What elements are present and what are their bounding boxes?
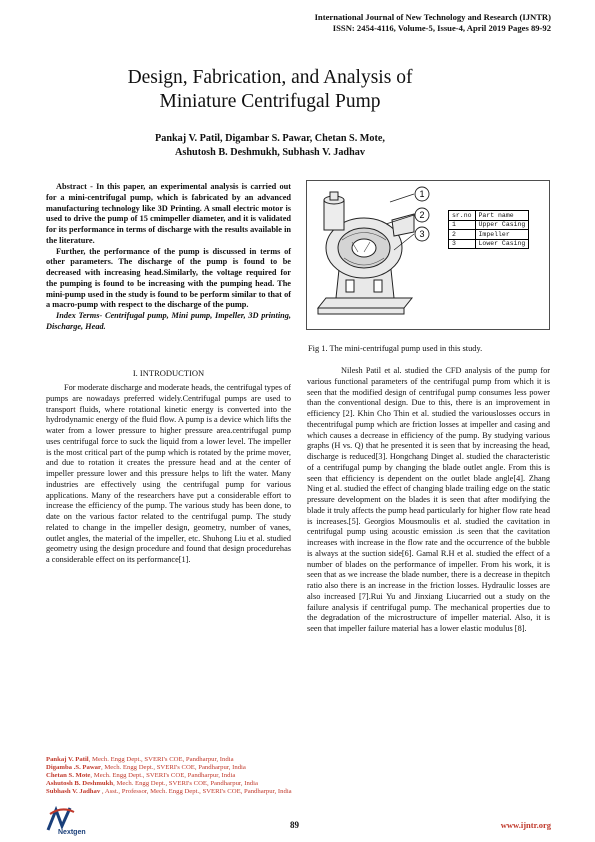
journal-header <box>315 12 551 34</box>
page-number: 89 <box>290 820 299 830</box>
authors-line-1: Pankaj V. Patil, Digambar S. Pawar, Chetan S. Mote, <box>155 133 385 144</box>
publisher-logo <box>44 806 102 836</box>
title-line-2: Miniature Centrifugal Pump <box>159 91 381 112</box>
affiliation-item <box>46 764 296 772</box>
callout-label-1: 1 <box>419 189 425 199</box>
row-number: 1 <box>449 220 476 230</box>
paper-title <box>50 66 490 114</box>
row-number: 3 <box>449 239 476 249</box>
affiliation-text: , Mech. Engg Dept., SVERI's COE, Pandharpur, India <box>88 756 234 763</box>
parts-table <box>448 210 529 249</box>
abstract-paragraph-1: Abstract - In this paper, an experimental analysis is carried out for a mini-centrifugal pump, which is fabricated by an advanced manufacturing technology like 3D Printing. A small electric motor is used to drive the pump of 15 cmimpeller diameter, and it is validated for its performance in terms of discharge with the results available in the literature. <box>46 182 291 245</box>
affiliation-text: , Mech. Engg Dept., SVERI's COE, Pandharpur, India <box>90 772 236 780</box>
table-row <box>449 220 529 230</box>
pump-drawing <box>306 180 550 330</box>
table-row <box>449 239 529 249</box>
parts-table-header <box>449 211 529 221</box>
row-part: Lower Casing <box>475 239 529 249</box>
affiliation-item <box>46 788 296 796</box>
right-paragraph: Nilesh Patil et al. studied the CFD analysis of the pump for various functional parameters of the centrifugal pump from which it is seen that the modified design of centrifugal pump consumes less power than the conventional design. Due to this, there is an improvement in efficiency [2]. Khin Cho Thin et al. studied the variouslosses occurs in thecentrifugal pump which are friction losses at impeller and casing and which causes a decrease in efficiency of the pump. By studying various graphs (H vs. Q) that he presented it is seen that by increasing the head, discharge is reduced[3]. Hongchang Dinget al. studied the characteristic of a centrifugal pump by changing the blade outlet angle. From this is seen that efficiency is dependent on the outlet blade angle[4]. Zhang Ning et al. studied the effect of changing blade trailing edge on the static pressure development on the blades it is seen that after modifying the blade it truly affects the pump head particularly for higher flow rate head is increases.[5]. Georgios Mousmoulis et al. studied the cavitation in centrifugal pump using acoustic emission .is seen that the cavitation increases with increase in the flow rate and the occurrence of the bubble is always at the suction side[6]. Gamal R.H et al. studied the effect of a number of blades on the performance of impeller. From his work, it is seen that as we increase the blade number, there is a decrease in thepitch ratio also there is an increase in the friction losses. Hydraulic losses are also increased [7].Rui Yu and Jinxiang Liucarried out a study on the failure analysis if centrifugal pump. The mechanical properties due to the degradation of the microstructure of impeller material. Also, it is seen that impeller failure material has a lower elastic modulus [8]. <box>307 366 550 633</box>
title-line-1: Design, Fabrication, and Analysis of <box>127 67 413 88</box>
author-list <box>60 132 480 159</box>
introduction-text <box>46 383 291 566</box>
logo-icon <box>44 806 102 836</box>
journal-name: International Journal of New Technology and Research (IJNTR) <box>314 12 551 22</box>
authors-line-2: Ashutosh B. Deshmukh, Subhash V. Jadhav <box>175 146 365 158</box>
affiliation-name: Ashutosh B. Deshmukh <box>46 780 114 788</box>
right-column-text <box>307 366 550 635</box>
pump-figure <box>306 180 550 330</box>
journal-issn: ISSN: 2454-4116, Volume-5, Issue-4, April 2019 Pages 89-92 <box>332 23 551 33</box>
affiliation-name: Chetan S. Mote <box>46 772 91 780</box>
intro-paragraph: For moderate discharge and moderate heads, the centrifugal types of pumps are nowadays preferred widely.Centrifugal pumps are used to transport fluids, where rotational kinetic energy is converted into the hydrodynamic energy of the fluid flow. A pump is a device which lifts the water from a lower pressure to higher pressure area.centrifugal pump uses centrifugal force to suck the liquid from a lower level. The impeller is the most critical part of the pump which is rotated by the prime mover, and due to rotation it creates the pressure head and at the center of impeller pressure lower and this pressure helps to lift the water. Many industries are effectively using the centrifugal pump for various applications. Many of the researchers have put a considerable effort to increase the efficiency of the pump. The various study has been done, to date on the various factor related to the centrifugal pump. The study related to change in the impeller design, geometry, number of vanes, outlet angles, the material of the impeller, etc. Shuhong Liu et al. studied geometry using the design procedure and found that design procedurehas a considerable effect on its performance[1]. <box>46 383 292 564</box>
row-part: Impeller <box>475 230 529 240</box>
row-number: 2 <box>449 230 476 240</box>
affiliation-name: Pankaj V. Patil <box>46 756 89 763</box>
section-heading: I. INTRODUCTION <box>132 368 205 378</box>
row-part: Upper Casing <box>475 220 529 230</box>
table-row <box>449 230 529 240</box>
callout-label-2: 2 <box>419 210 425 220</box>
abstract-paragraph-2: Further, the performance of the pump is discussed in terms of other parameters. The discharge of the pump is found to be decreased with increasing head.Similarly, the voltage required for the pumping is found to be increasing with the pumping head. The mini-pump used in the study is found to be perform similar to that of a macro-pump with respect to the discharge of the pump. <box>46 246 291 310</box>
callout-label-3: 3 <box>419 229 425 239</box>
affiliation-name: Subhash V. Jadhav <box>46 788 101 796</box>
logo-text: Nextgen <box>58 829 86 836</box>
affiliation-text: , Mech. Engg Dept., SVERI's COE, Pandharpur, India <box>113 780 258 788</box>
affiliation-text: , Mech. Engg Dept., SVERI's COE, Pandharpur, India <box>101 764 246 772</box>
affiliation-item <box>46 772 296 780</box>
figure-caption: Fig 1. The mini-centrifugal pump used in this study. <box>308 344 483 353</box>
header-srno: sr.no <box>449 211 476 221</box>
affiliation-item <box>46 756 296 764</box>
affiliation-item <box>46 780 296 788</box>
affiliation-name: Digamba .S. Pawar <box>46 764 101 772</box>
affiliation-text: , Asst., Professor, Mech. Engg Dept., SVERI's COE, Pandharpur, India <box>100 788 292 796</box>
header-part-name: Part name <box>475 211 529 221</box>
author-affiliations <box>46 756 296 796</box>
abstract-section <box>46 182 291 333</box>
journal-website-link[interactable]: www.ijntr.org <box>500 820 551 830</box>
index-terms: Index Terms- Centrifugal pump, Mini pump, Impeller, 3D printing, Discharge, Head. <box>46 311 291 331</box>
